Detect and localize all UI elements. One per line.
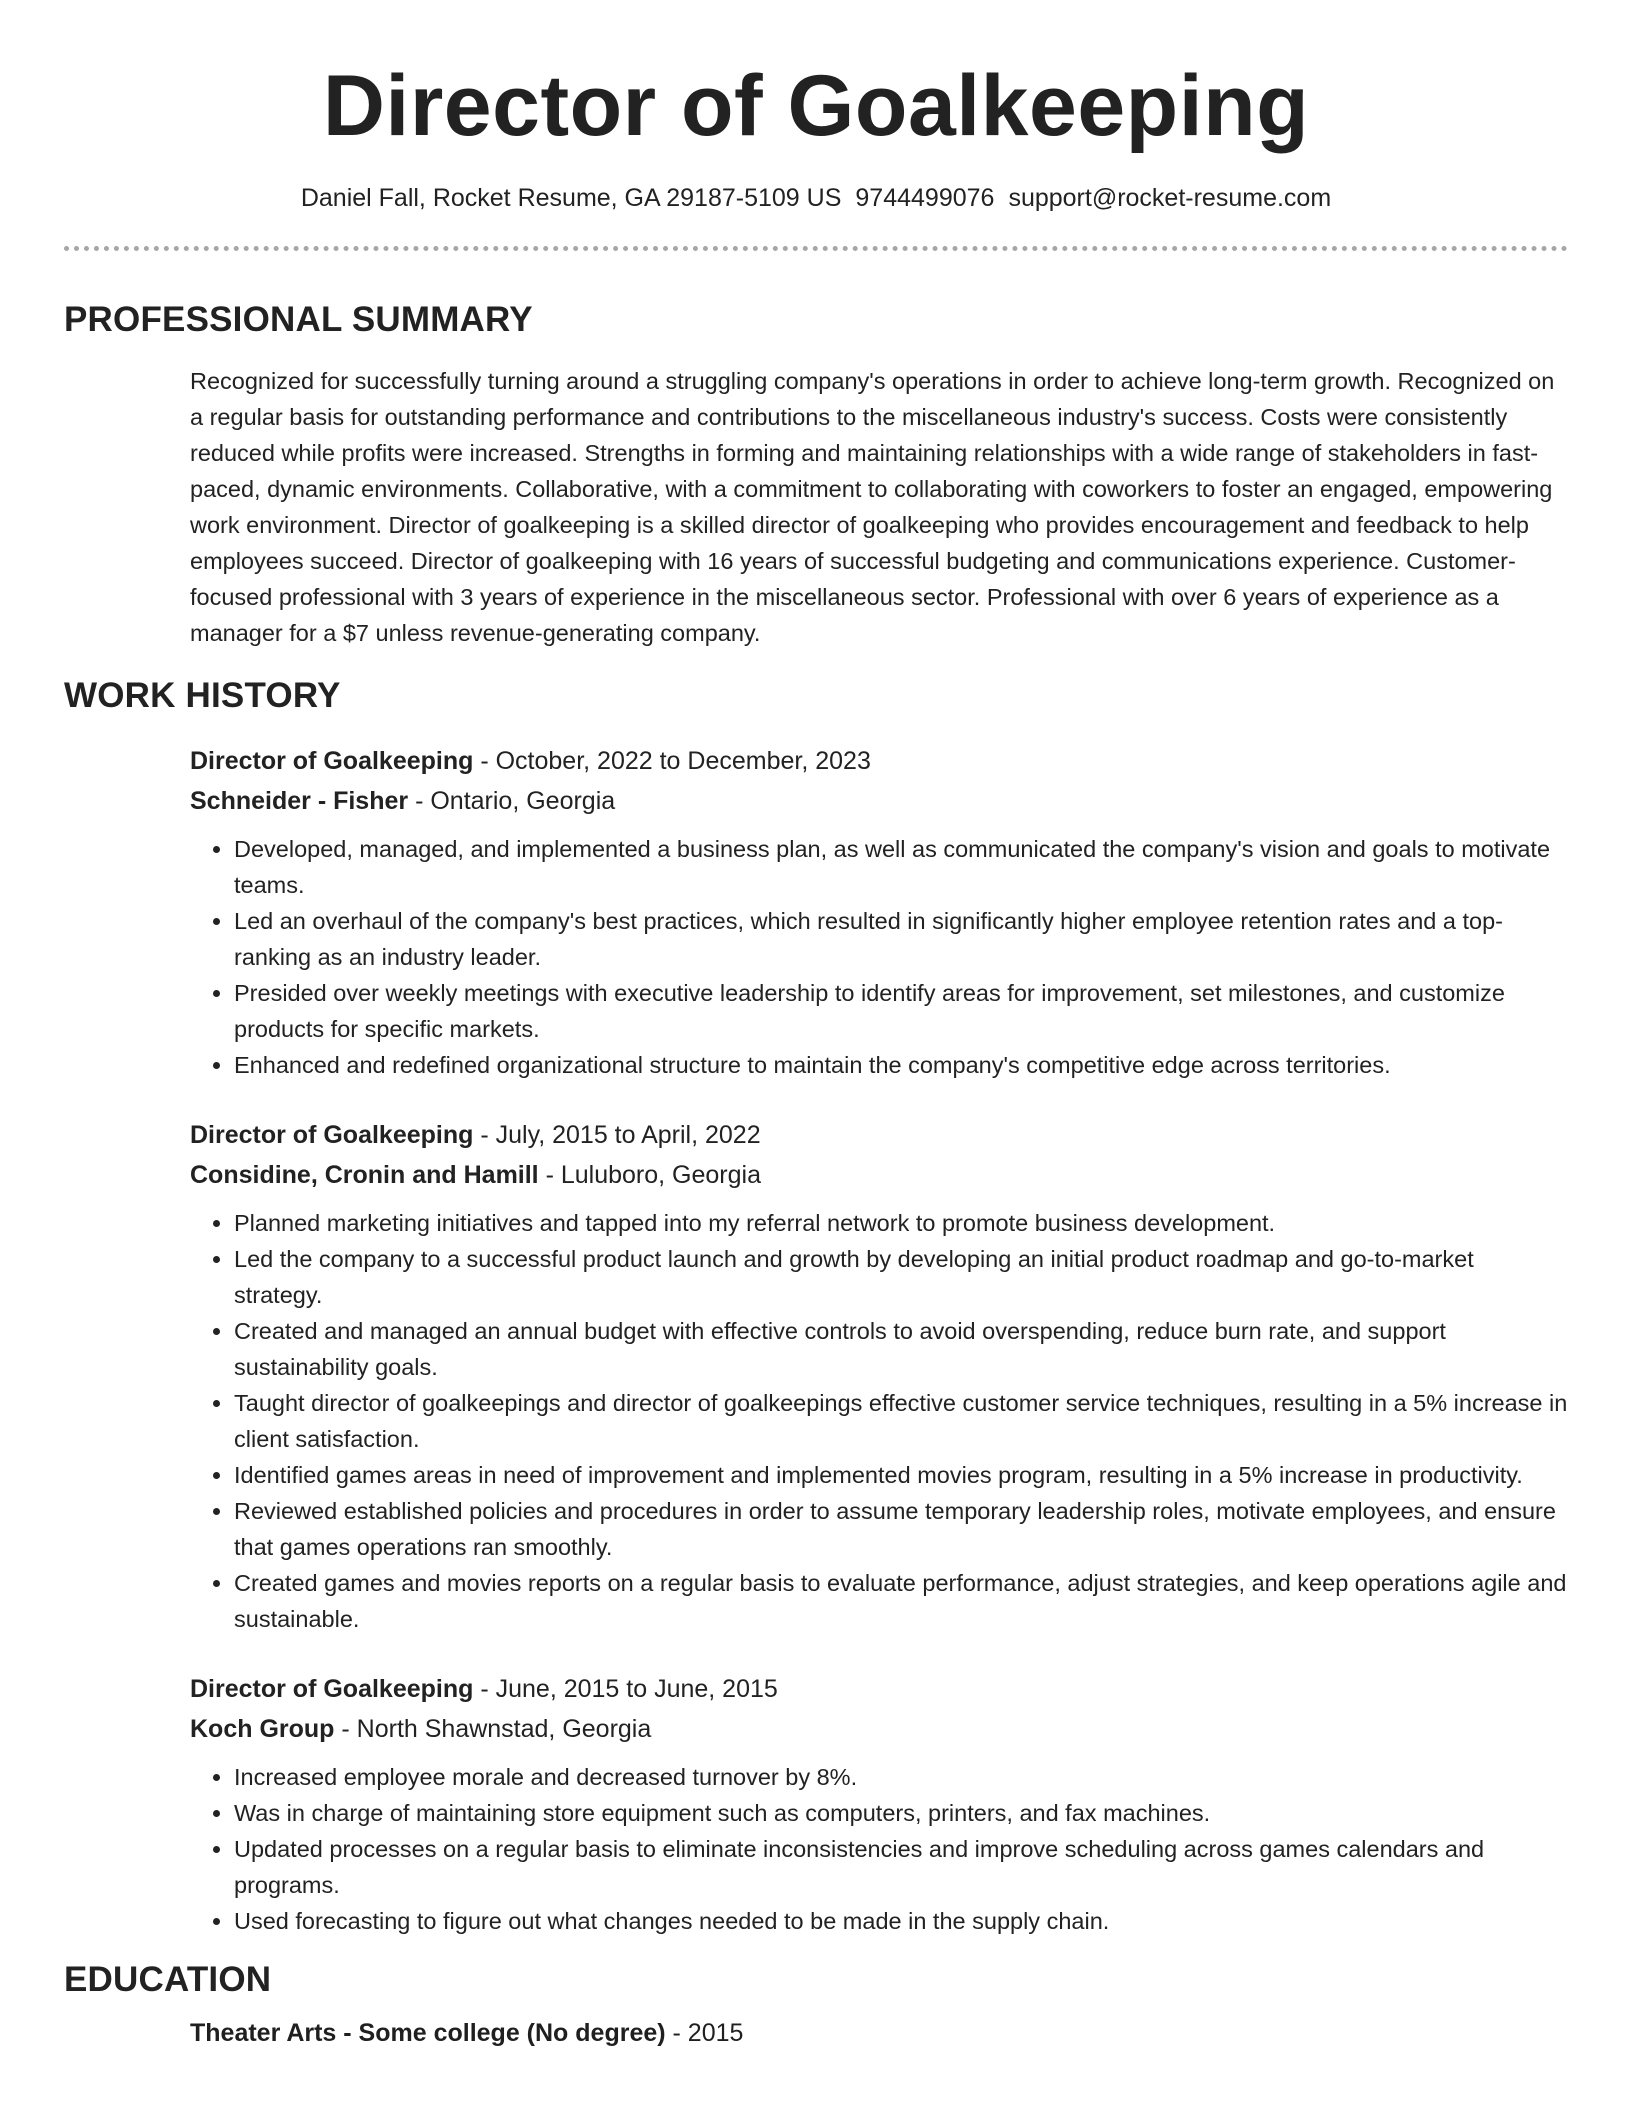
job-role: Director of Goalkeeping: [190, 747, 474, 775]
summary-text: Recognized for successfully turning around a struggling company's operations in order to achieve long-term growth. Recognized on a regular basis for outstanding performance and contributions to the miscellaneous industry's success. Costs were consistently reduced while profits were increased. Strengths in forming and maintaining relationships with a wide range of stakeholders in fast-paced, dynamic environments. Collaborative, with a commitment to collaborating with coworkers to foster an engaged, empowering work environment. Director of goalkeeping is a skilled director of goalkeeping who provides encouragement and feedback to help employees succeed. Director of goalkeeping with 16 years of successful budgeting and communications experience. Customer-focused professional with 3 years of experience in the miscellaneous sector. Professional with over 6 years of experience as a manager for a $7 unless revenue-generating company.: [190, 368, 1555, 646]
education-section: [64, 1959, 1568, 2053]
list-item: • Used forecasting to figure out what changes needed to be made in the supply chain.: [234, 1903, 1568, 1939]
job-role: Director of Goalkeeping: [190, 1675, 474, 1703]
contact-address: Daniel Fall, Rocket Resume, GA 29187-5109 US: [300, 184, 842, 212]
list-item: • Led the company to a successful product launch and growth by developing an initial product roadmap and go-to-market strategy.: [234, 1241, 1568, 1313]
summary-heading: PROFESSIONAL SUMMARY: [64, 300, 533, 339]
work-history-heading: WORK HISTORY: [64, 676, 341, 715]
job-company-line: [190, 1709, 1568, 1749]
list-item: • Increased employee morale and decreased turnover by 8%.: [234, 1759, 1568, 1795]
list-item: • Enhanced and redefined organizational structure to maintain the company's competitive edge across territories.: [234, 1047, 1568, 1083]
job-company: Considine, Cronin and Hamill: [190, 1161, 539, 1189]
job-location: - North Shawnstad, Georgia: [334, 1715, 652, 1743]
header-divider: [64, 246, 1568, 251]
job-role-line: [190, 1669, 1568, 1709]
job-company: Schneider - Fisher: [190, 787, 409, 815]
job-location: - Ontario, Georgia: [408, 787, 616, 815]
job-bullets: [190, 831, 1568, 1083]
list-item: • Updated processes on a regular basis to eliminate inconsistencies and improve scheduling across games calendars and programs.: [234, 1831, 1568, 1903]
job-role-line: [190, 1115, 1568, 1155]
job-dates: - July, 2015 to April, 2022: [473, 1121, 761, 1149]
job-bullets: [190, 1205, 1568, 1637]
job-role: Director of Goalkeeping: [190, 1121, 474, 1149]
education-entry: [190, 2013, 1568, 2053]
list-item: • Planned marketing initiatives and tapped into my referral network to promote business development.: [234, 1205, 1568, 1241]
list-item: • Was in charge of maintaining store equipment such as computers, printers, and fax machines.: [234, 1795, 1568, 1831]
list-item: • Created and managed an annual budget with effective controls to avoid overspending, reduce burn rate, and support sustainability goals.: [234, 1313, 1568, 1385]
contact-email: support@rocket-resume.com: [1008, 184, 1332, 212]
job-company: Koch Group: [190, 1715, 335, 1743]
education-year: - 2015: [665, 2019, 744, 2047]
job-entry: [190, 1669, 1568, 1939]
list-item: • Led an overhaul of the company's best practices, which resulted in significantly higher employee retention rates and a top-ranking as an industry leader.: [234, 903, 1568, 975]
resume-header: [64, 0, 1568, 214]
job-location: - Luluboro, Georgia: [538, 1161, 761, 1189]
education-heading: EDUCATION: [64, 1960, 272, 1999]
job-entry: [190, 1115, 1568, 1637]
list-item: • Developed, managed, and implemented a business plan, as well as communicated the company's vision and goals to motivate teams.: [234, 831, 1568, 903]
contact-phone: 9744499076: [855, 184, 995, 212]
summary-section: [64, 299, 1568, 651]
education-degree: Theater Arts - Some college (No degree): [190, 2019, 666, 2047]
contact-line: [64, 182, 1568, 214]
resume-title: Director of Goalkeeping: [322, 58, 1310, 154]
job-bullets: [190, 1759, 1568, 1939]
job-company-line: [190, 781, 1568, 821]
job-dates: - June, 2015 to June, 2015: [473, 1675, 778, 1703]
job-entry: [190, 741, 1568, 1083]
job-dates: - October, 2022 to December, 2023: [473, 747, 871, 775]
list-item: • Reviewed established policies and procedures in order to assume temporary leadership roles, motivate employees, and ensure that games operations ran smoothly.: [234, 1493, 1568, 1565]
work-history-section: [64, 675, 1568, 1939]
list-item: • Created games and movies reports on a regular basis to evaluate performance, adjust strategies, and keep operations agile and sustainable.: [234, 1565, 1568, 1637]
list-item: • Presided over weekly meetings with executive leadership to identify areas for improvement, set milestones, and customize products for specific markets.: [234, 975, 1568, 1047]
list-item: • Identified games areas in need of improvement and implemented movies program, resulting in a 5% increase in productivity.: [234, 1457, 1568, 1493]
job-role-line: [190, 741, 1568, 781]
job-company-line: [190, 1155, 1568, 1195]
list-item: • Taught director of goalkeepings and director of goalkeepings effective customer service techniques, resulting in a 5% increase in client satisfaction.: [234, 1385, 1568, 1457]
